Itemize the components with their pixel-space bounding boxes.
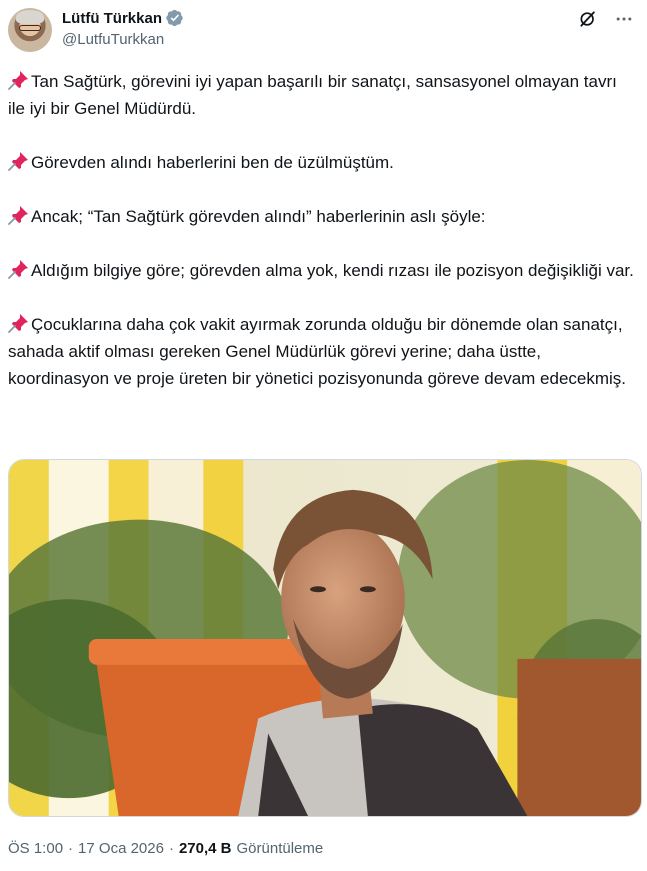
paragraph-2 [8, 149, 638, 176]
tweet-text [8, 68, 638, 419]
views-count: 270,4 B [178, 840, 232, 857]
paragraph-text: Çocuklarına daha çok vakit ayırmak zorunda olduğu bir dönemde olan sanatçı, sahada aktif olması gereken Genel Müdürlük görevi yerine; daha üstte, koordinasyon ve proje üreten bir yönetici pozisyonunda göreve devam edecekmiş. [8, 315, 627, 388]
paragraph-3 [8, 203, 638, 230]
more-icon[interactable] [613, 8, 635, 30]
meta-separator: · [168, 840, 174, 857]
tweet-date[interactable]: 17 Oca 2026 [78, 840, 164, 857]
tweet-photo[interactable] [8, 459, 642, 817]
grok-icon[interactable] [577, 8, 599, 30]
pushpin-icon [8, 259, 30, 279]
top-actions [577, 8, 635, 30]
pushpin-icon [8, 70, 30, 90]
paragraph-text: Ancak; “Tan Sağtürk görevden alındı” haberlerinin aslı şöyle: [31, 207, 486, 226]
views-label: Görüntüleme [236, 840, 324, 857]
paragraph-text: Görevden alındı haberlerini ben de üzülmüştüm. [31, 153, 394, 172]
paragraph-4 [8, 257, 638, 284]
pushpin-icon [8, 313, 30, 333]
paragraph-1 [8, 68, 638, 122]
meta-separator: · [68, 840, 74, 857]
pushpin-icon [8, 205, 30, 225]
verified-badge-icon [166, 9, 184, 27]
tweet-meta [8, 840, 323, 857]
author-name[interactable]: Lütfü Türkkan [62, 9, 162, 27]
avatar[interactable] [8, 8, 52, 52]
paragraph-text: Tan Sağtürk, görevini iyi yapan başarılı bir sanatçı, sansasyonel olmayan tavrı ile iyi bir Genel Müdürdü. [8, 72, 617, 118]
tweet-time[interactable]: ÖS 1:00 [8, 840, 64, 857]
author-row [62, 9, 184, 27]
paragraph-5 [8, 311, 638, 392]
pushpin-icon [8, 151, 30, 171]
author-handle[interactable]: @LutfuTurkkan [62, 31, 165, 48]
paragraph-text: Aldığım bilgiye göre; görevden alma yok, kendi rızası ile pozisyon değişikliği var. [31, 261, 634, 280]
